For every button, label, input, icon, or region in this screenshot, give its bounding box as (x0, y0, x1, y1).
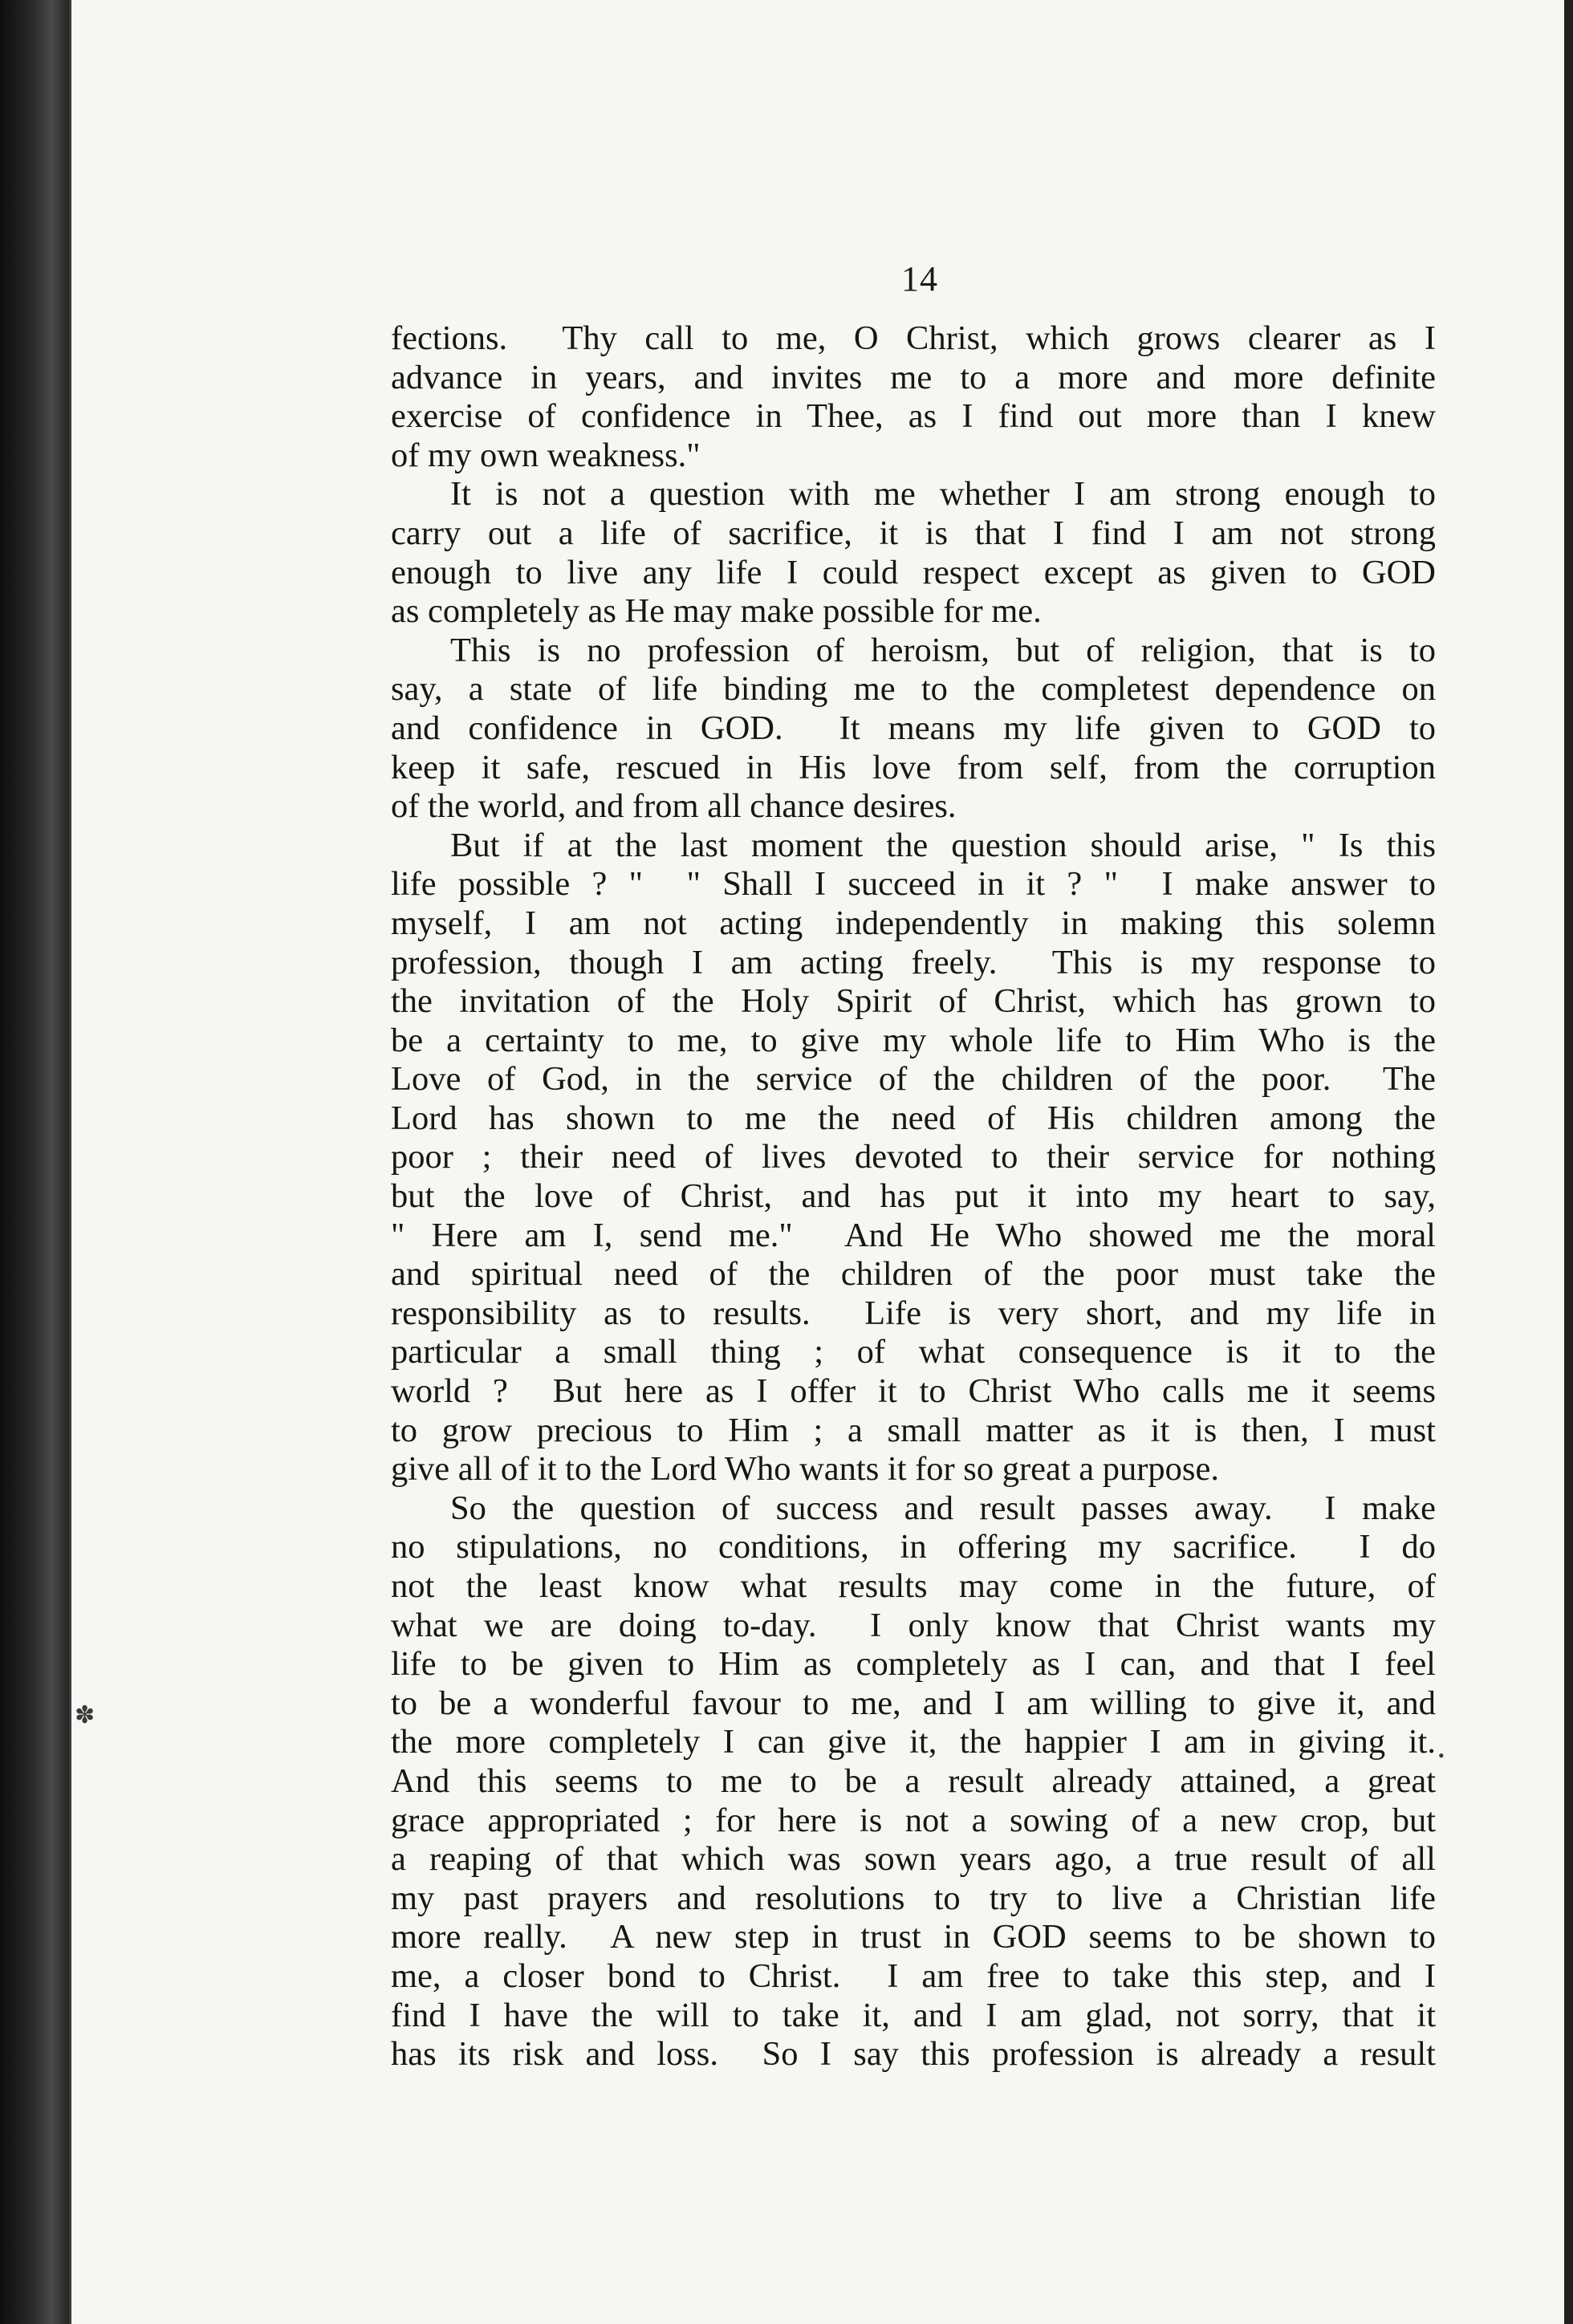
scan-left-edge (0, 0, 74, 2324)
text-line: responsibility as to results. Life is very short, and my life in (391, 1294, 1436, 1332)
text-line: This is no profession of heroism, but of religion, that is to (450, 631, 1436, 669)
text-line: of my own weakness." (391, 436, 701, 474)
text-line: fections. Thy call to me, O Christ, which grows clearer as I (391, 319, 1436, 357)
text-line: what we are doing to-day. I only know that Christ wants my (391, 1606, 1436, 1644)
text-line: be a certainty to me, to give my whole life to Him Who is the (391, 1021, 1436, 1059)
text-line: more really. A new step in trust in GOD seems to be shown to (391, 1918, 1436, 1956)
book-page (69, 0, 1564, 2324)
text-line: has its risk and loss. So I say this profession is already a result (391, 2035, 1436, 2074)
text-line: particular a small thing ; of what consequence is it to the (391, 1333, 1436, 1371)
text-line: poor ; their need of lives devoted to their service for nothing (391, 1138, 1436, 1176)
page-number: 14 (901, 259, 938, 299)
text-line: and spiritual need of the children of the poor must take the (391, 1255, 1436, 1294)
body-text (391, 319, 1436, 2074)
text-line: keep it safe, rescued in His love from self, from the corruption (391, 748, 1436, 786)
margin-dot: • (1438, 1745, 1445, 1765)
text-line: my past prayers and resolutions to try to live a Christian life (391, 1879, 1436, 1917)
text-line: the more completely I can give it, the happier I am in giving it. (391, 1723, 1436, 1761)
text-line: world ? But here as I offer it to Christ Who calls me it seems (391, 1372, 1436, 1411)
text-line: find I have the will to take it, and I am glad, not sorry, that it (391, 1996, 1436, 2034)
text-line: grace appropriated ; for here is not a sowing of a new crop, but (391, 1801, 1436, 1839)
text-line: But if at the last moment the question should arise, " Is this (450, 826, 1436, 864)
text-line: to be a wonderful favour to me, and I am willing to give it, and (391, 1684, 1436, 1722)
text-line: So the question of success and result passes away. I make (450, 1489, 1436, 1527)
text-line: me, a closer bond to Christ. I am free to take this step, and I (391, 1956, 1436, 1995)
text-line: myself, I am not acting independently in making this solemn (391, 904, 1436, 942)
text-line: but the love of Christ, and has put it into my heart to say, (391, 1177, 1436, 1216)
text-line: life possible ? " " Shall I succeed in it ? " I make answer to (391, 865, 1436, 904)
text-line: carry out a life of sacrifice, it is that I find I am not strong (391, 514, 1436, 552)
text-line: say, a state of life binding me to the completest dependence on (391, 670, 1436, 709)
text-line: of the world, and from all chance desires. (391, 787, 957, 826)
text-line: enough to live any life I could respect except as given to GOD (391, 553, 1436, 591)
text-line: exercise of confidence in Thee, as I find out more than I knew (391, 397, 1436, 436)
text-line: not the least know what results may come in the future, of (391, 1567, 1436, 1605)
text-line: profession, though I am acting freely. This is my response to (391, 943, 1436, 981)
margin-smudge: ✽ (75, 1702, 96, 1729)
text-line: to grow precious to Him ; a small matter as it is then, I must (391, 1411, 1436, 1449)
text-line: And this seems to me to be a result already attained, a great (391, 1761, 1436, 1800)
text-line: give all of it to the Lord Who wants it for so great a purpose. (391, 1450, 1219, 1489)
text-line: a reaping of that which was sown years ago, a true result of all (391, 1840, 1436, 1879)
text-line: It is not a question with me whether I am strong enough to (450, 475, 1436, 514)
text-line: and confidence in GOD. It means my life given to GOD to (391, 709, 1436, 747)
text-line: Love of God, in the service of the children of the poor. The (391, 1060, 1436, 1099)
text-line: no stipulations, no conditions, in offering my sacrifice. I do (391, 1528, 1436, 1566)
text-line: as completely as He may make possible for me. (391, 592, 1042, 631)
text-line: life to be given to Him as completely as I can, and that I feel (391, 1645, 1436, 1684)
text-line: Lord has shown to me the need of His children among the (391, 1099, 1436, 1137)
text-line: the invitation of the Holy Spirit of Christ, which has grown to (391, 982, 1436, 1021)
text-line: " Here am I, send me." And He Who showed me the moral (391, 1216, 1436, 1254)
text-line: advance in years, and invites me to a more and more definite (391, 358, 1436, 396)
